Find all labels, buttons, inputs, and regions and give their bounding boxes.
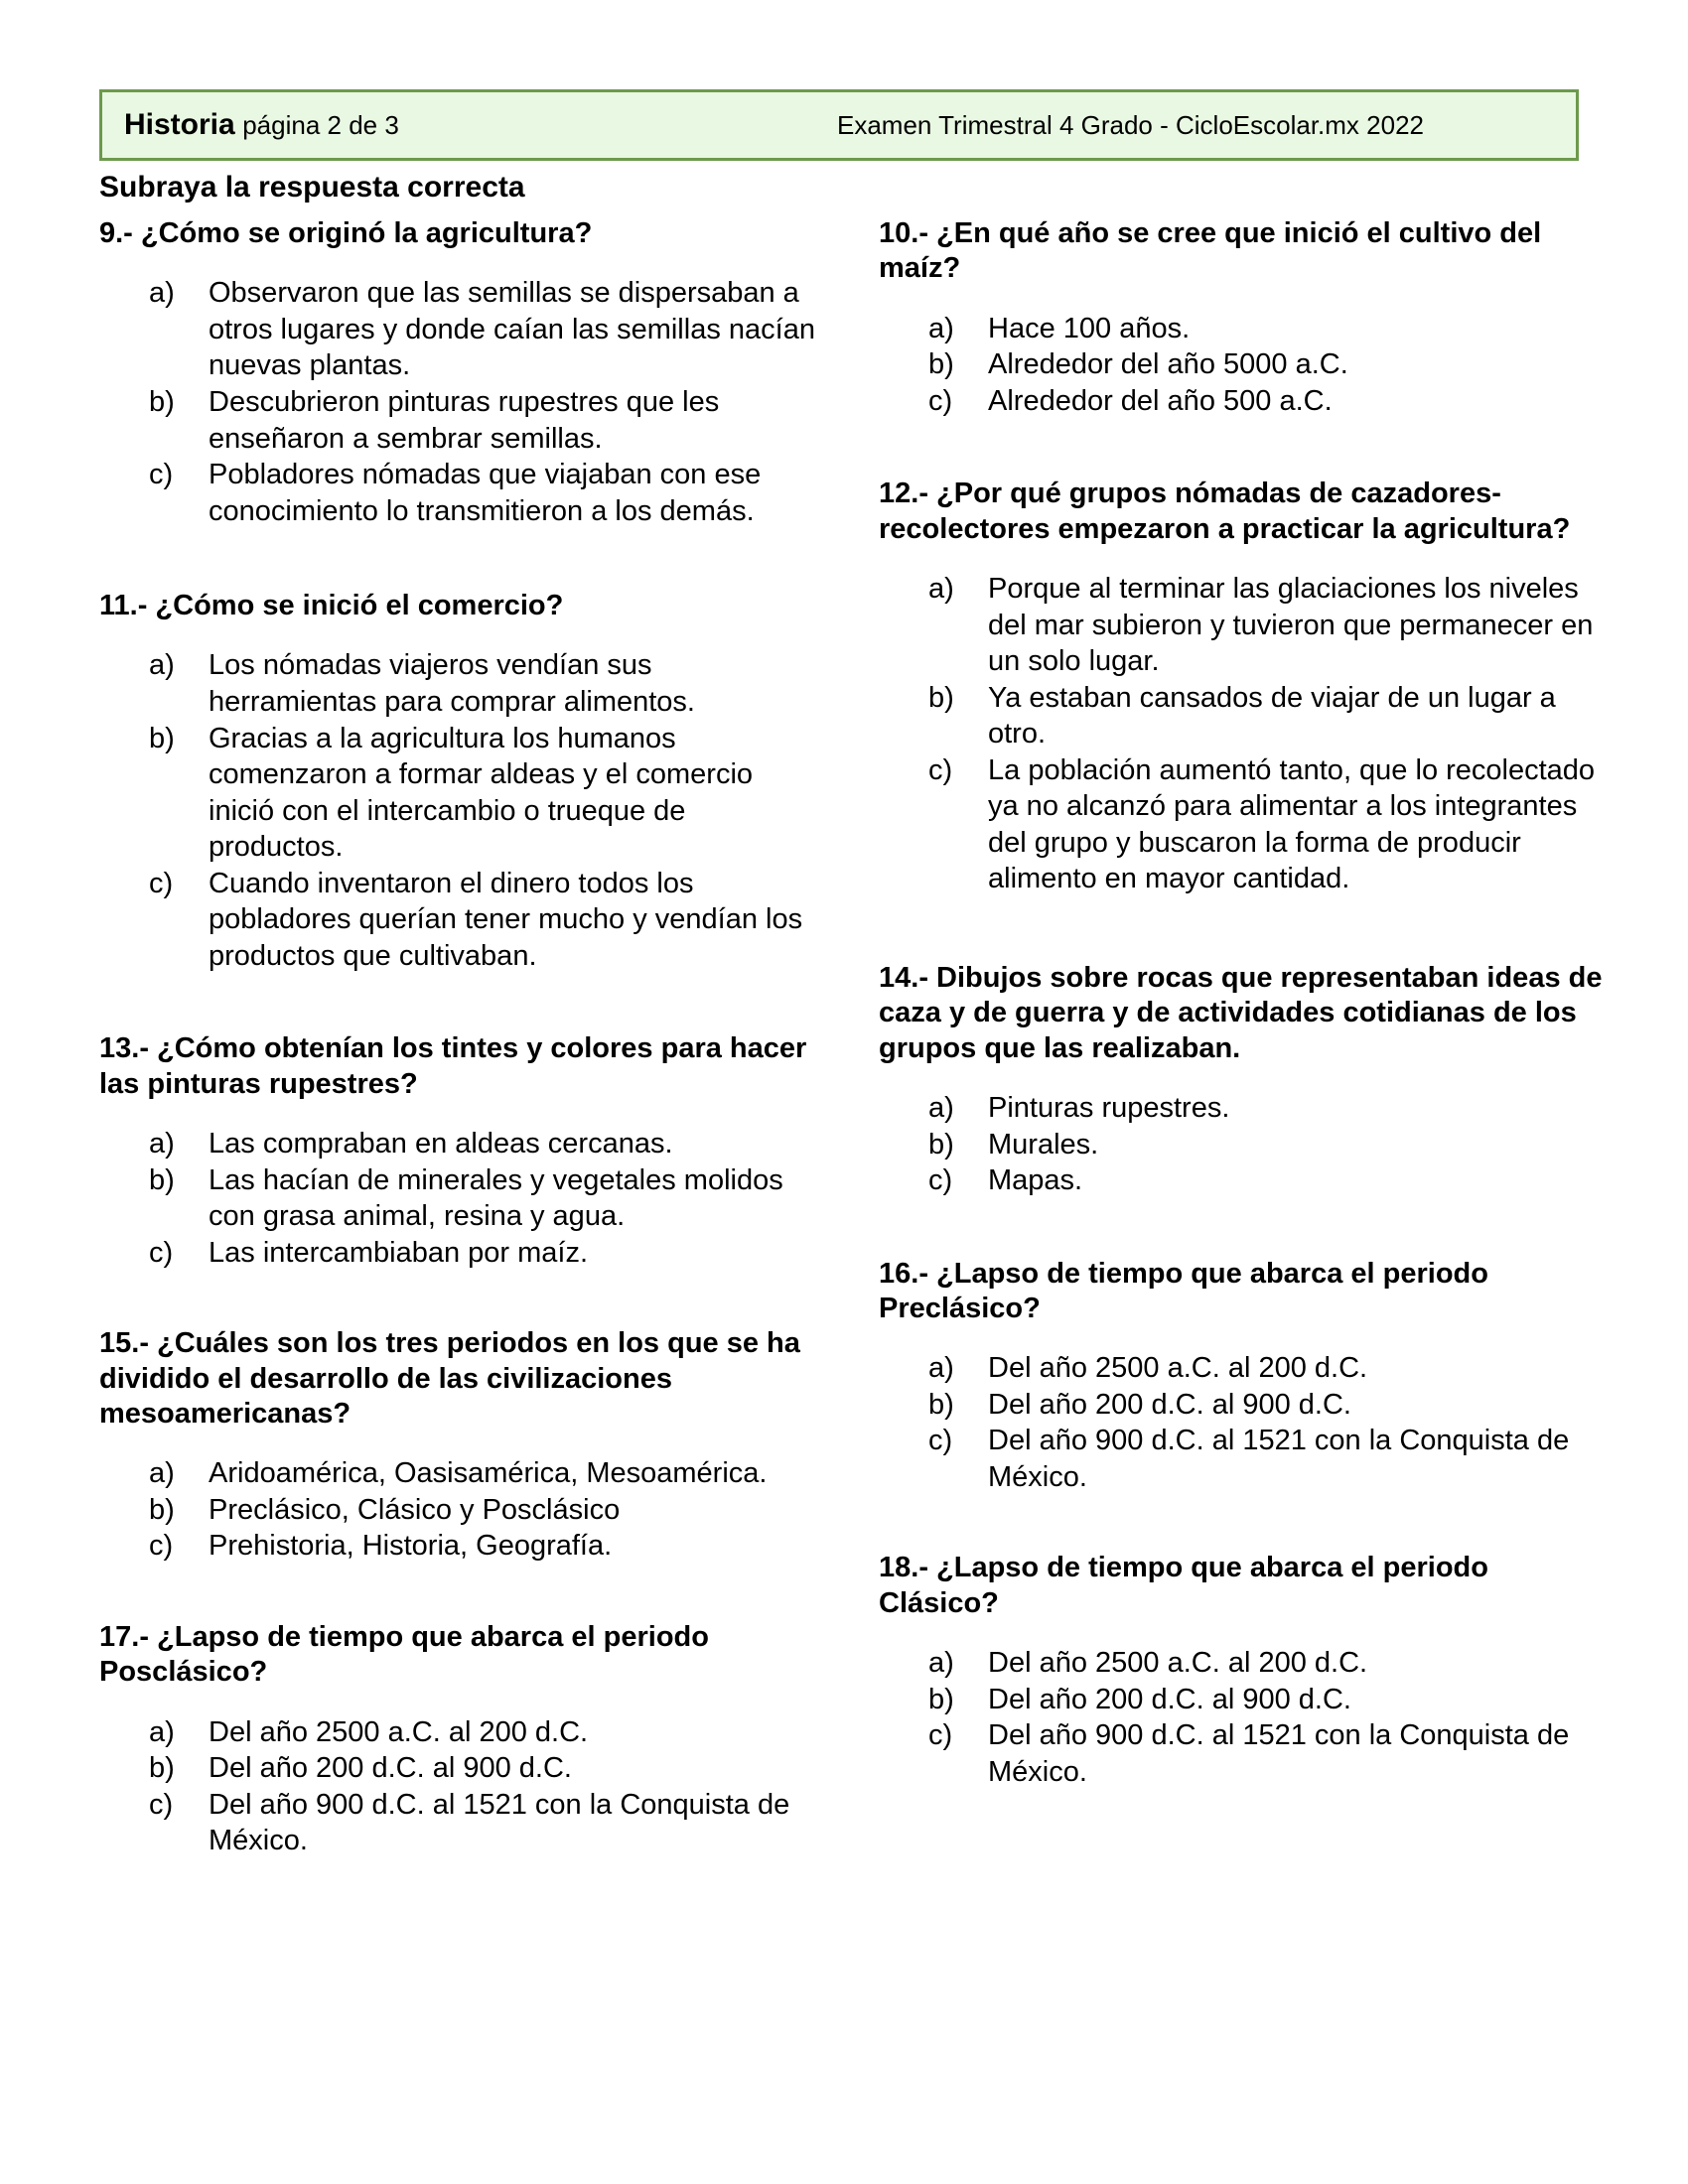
question-spacer: [99, 974, 824, 1031]
answer-option[interactable]: [928, 1717, 1604, 1790]
question-block: [99, 1620, 824, 1859]
page-number-label: página 2 de 3: [242, 110, 399, 140]
option-text: Alrededor del año 5000 a.C.: [988, 348, 1348, 381]
question-block: [99, 589, 824, 974]
option-text: Prehistoria, Historia, Geografía.: [209, 1530, 613, 1563]
option-marker: c): [149, 459, 174, 491]
answer-option[interactable]: [928, 571, 1604, 680]
option-text: Las intercambiaban por maíz.: [209, 1236, 589, 1269]
option-marker: a): [149, 649, 175, 682]
answer-option[interactable]: [928, 346, 1604, 383]
answer-option[interactable]: [149, 647, 824, 720]
question-block: [99, 216, 824, 529]
option-marker: b): [928, 348, 954, 381]
question-title: 16.- ¿Lapso de tiempo que abarca el periodo Preclásico?: [879, 1257, 1488, 1324]
option-text: Murales.: [988, 1128, 1099, 1160]
question-spacer: [879, 897, 1604, 961]
option-marker: b): [928, 1388, 954, 1421]
answer-option[interactable]: [928, 1682, 1604, 1718]
answer-option-list: [879, 1350, 1604, 1495]
question-title: 14.- Dibujos sobre rocas que representaban ideas de caza y de guerra y de actividades cotidianas de los grupos que las realizaban.: [879, 961, 1603, 1064]
option-text: Aridoamérica, Oasisamérica, Mesoamérica.: [209, 1457, 768, 1490]
option-text: Del año 2500 a.C. al 200 d.C.: [209, 1715, 589, 1748]
option-marker: a): [928, 1092, 954, 1124]
option-marker: c): [149, 1530, 174, 1563]
question-block: [879, 477, 1604, 897]
question-title: 9.- ¿Cómo se originó la agricultura?: [99, 217, 593, 249]
answer-option[interactable]: [928, 1090, 1604, 1127]
option-text: Las compraban en aldeas cercanas.: [209, 1128, 673, 1160]
answer-option-list: [99, 1714, 824, 1859]
answer-option[interactable]: [149, 1750, 824, 1787]
option-text: Pinturas rupestres.: [988, 1092, 1230, 1124]
option-text: Del año 900 d.C. al 1521 con la Conquista de México.: [209, 1788, 790, 1857]
answer-option[interactable]: [928, 1423, 1604, 1495]
option-text: Ya estaban cansados de viajar de un lugar a otro.: [988, 681, 1556, 751]
option-marker: c): [928, 1164, 953, 1197]
questions-column-right: [879, 216, 1604, 1830]
option-text: Porque al terminar las glaciaciones los niveles del mar subieron y tuvieron que permanecer en un solo lugar.: [988, 573, 1594, 678]
answer-option[interactable]: [149, 1787, 824, 1859]
option-text: Descubrieron pinturas rupestres que les enseñaron a sembrar semillas.: [209, 385, 720, 455]
answer-option[interactable]: [149, 1528, 824, 1565]
question-spacer: [99, 1859, 824, 1899]
question-title: 15.- ¿Cuáles son los tres periodos en los que se ha dividido el desarrollo de las civilizaciones mesoamericanas?: [99, 1327, 800, 1430]
instruction-text: Subraya la respuesta correcta: [99, 171, 525, 204]
question-block: [879, 1257, 1604, 1496]
answer-option[interactable]: [149, 384, 824, 457]
answer-option-list: [879, 1645, 1604, 1790]
answer-option[interactable]: [928, 1387, 1604, 1424]
question-title: 12.- ¿Por qué grupos nómadas de cazadores-recolectores empezaron a practicar la agricultura?: [879, 478, 1571, 545]
option-text: Del año 900 d.C. al 1521 con la Conquista de México.: [988, 1425, 1570, 1493]
option-marker: b): [928, 1128, 954, 1160]
option-marker: c): [928, 384, 953, 417]
question-title: 18.- ¿Lapso de tiempo que abarca el periodo Clásico?: [879, 1552, 1488, 1619]
option-marker: a): [149, 1715, 175, 1748]
option-text: Las hacían de minerales y vegetales molidos con grasa animal, resina y agua.: [209, 1163, 783, 1233]
answer-option[interactable]: [149, 1714, 824, 1751]
answer-option[interactable]: [149, 1235, 824, 1272]
option-marker: c): [928, 753, 953, 786]
option-text: Pobladores nómadas que viajaban con ese conocimiento lo transmitieron a los demás.: [209, 459, 762, 527]
page-header-band: [99, 89, 1579, 161]
question-spacer: [879, 1790, 1604, 1830]
option-text: Observaron que las semillas se dispersaban a otros lugares y donde caían las semillas nacían nuevas plantas.: [209, 277, 815, 382]
option-text: Del año 900 d.C. al 1521 con la Conquista de México.: [988, 1719, 1570, 1788]
question-spacer: [99, 1565, 824, 1620]
option-text: Del año 200 d.C. al 900 d.C.: [209, 1752, 572, 1785]
questions-column-left: [99, 216, 824, 1899]
question-spacer: [99, 529, 824, 589]
question-title: 17.- ¿Lapso de tiempo que abarca el periodo Posclásico?: [99, 1620, 709, 1689]
question-title: 13.- ¿Cómo obtenían los tintes y colores para hacer las pinturas rupestres?: [99, 1032, 807, 1100]
answer-option-list: [879, 1090, 1604, 1199]
question-block: [879, 961, 1604, 1199]
answer-option[interactable]: [149, 1126, 824, 1162]
option-text: Los nómadas viajeros vendían sus herramientas para comprar alimentos.: [209, 649, 695, 718]
option-marker: c): [928, 1425, 953, 1457]
question-title: 10.- ¿En qué año se cree que inició el cultivo del maíz?: [879, 217, 1542, 285]
question-title: 11.- ¿Cómo se inició el comercio?: [99, 590, 564, 622]
option-text: Del año 200 d.C. al 900 d.C.: [988, 1388, 1351, 1421]
answer-option[interactable]: [149, 1162, 824, 1235]
answer-option[interactable]: [928, 383, 1604, 420]
option-marker: b): [149, 1752, 175, 1785]
answer-option-list: [99, 647, 824, 974]
option-marker: b): [149, 385, 175, 418]
option-marker: a): [928, 312, 954, 344]
option-text: Cuando inventaron el dinero todos los pobladores querían tener mucho y vendían los productos que cultivaban.: [209, 867, 803, 972]
option-marker: a): [928, 573, 954, 606]
option-marker: b): [149, 1163, 175, 1196]
option-marker: b): [928, 681, 954, 714]
answer-option[interactable]: [149, 1455, 824, 1492]
option-text: Hace 100 años.: [988, 312, 1191, 344]
answer-option-list: [879, 571, 1604, 897]
question-block: [879, 216, 1604, 419]
option-marker: a): [149, 1457, 175, 1490]
answer-option-list: [879, 311, 1604, 420]
option-text: Del año 200 d.C. al 900 d.C.: [988, 1683, 1351, 1715]
answer-option[interactable]: [149, 721, 824, 866]
question-block: [99, 1031, 824, 1271]
answer-option-list: [99, 1126, 824, 1271]
option-text: Del año 2500 a.C. al 200 d.C.: [988, 1647, 1368, 1680]
option-marker: c): [928, 1719, 953, 1752]
option-text: La población aumentó tanto, que lo recolectado ya no alcanzó para alimentar a los integrantes del grupo y buscaron la forma de producir alimento en mayor cantidad.: [988, 753, 1596, 895]
answer-option[interactable]: [928, 311, 1604, 347]
option-marker: a): [928, 1647, 954, 1680]
option-marker: a): [928, 1352, 954, 1385]
answer-option[interactable]: [149, 1492, 824, 1529]
answer-option[interactable]: [149, 275, 824, 384]
option-marker: c): [149, 867, 174, 899]
option-marker: a): [149, 1128, 175, 1160]
option-marker: c): [149, 1236, 174, 1269]
option-text: Mapas.: [988, 1164, 1083, 1197]
option-text: Alrededor del año 500 a.C.: [988, 384, 1333, 417]
exam-info-label: Examen Trimestral 4 Grado - CicloEscolar.mx 2022: [837, 109, 1424, 140]
question-block: [879, 1551, 1604, 1790]
question-spacer: [99, 1271, 824, 1326]
option-text: Preclásico, Clásico y Posclásico: [209, 1493, 621, 1526]
header-left-group: [124, 108, 399, 142]
option-marker: b): [149, 1493, 175, 1526]
subject-title: Historia: [124, 108, 235, 141]
answer-option[interactable]: [149, 457, 824, 529]
answer-option[interactable]: [928, 1350, 1604, 1387]
answer-option-list: [99, 275, 824, 529]
answer-option[interactable]: [928, 680, 1604, 752]
answer-option[interactable]: [928, 1127, 1604, 1163]
option-text: Gracias a la agricultura los humanos comenzaron a formar aldeas y el comercio inició con el intercambio o trueque de productos.: [209, 722, 754, 864]
answer-option[interactable]: [928, 1162, 1604, 1199]
answer-option-list: [99, 1455, 824, 1565]
answer-option[interactable]: [928, 1645, 1604, 1682]
option-marker: a): [149, 277, 175, 310]
answer-option[interactable]: [928, 752, 1604, 897]
question-spacer: [879, 419, 1604, 477]
option-marker: b): [928, 1683, 954, 1715]
question-spacer: [879, 1495, 1604, 1551]
option-marker: b): [149, 722, 175, 754]
answer-option[interactable]: [149, 866, 824, 975]
option-text: Del año 2500 a.C. al 200 d.C.: [988, 1352, 1368, 1385]
question-block: [99, 1326, 824, 1565]
option-marker: c): [149, 1788, 174, 1821]
question-spacer: [879, 1199, 1604, 1257]
